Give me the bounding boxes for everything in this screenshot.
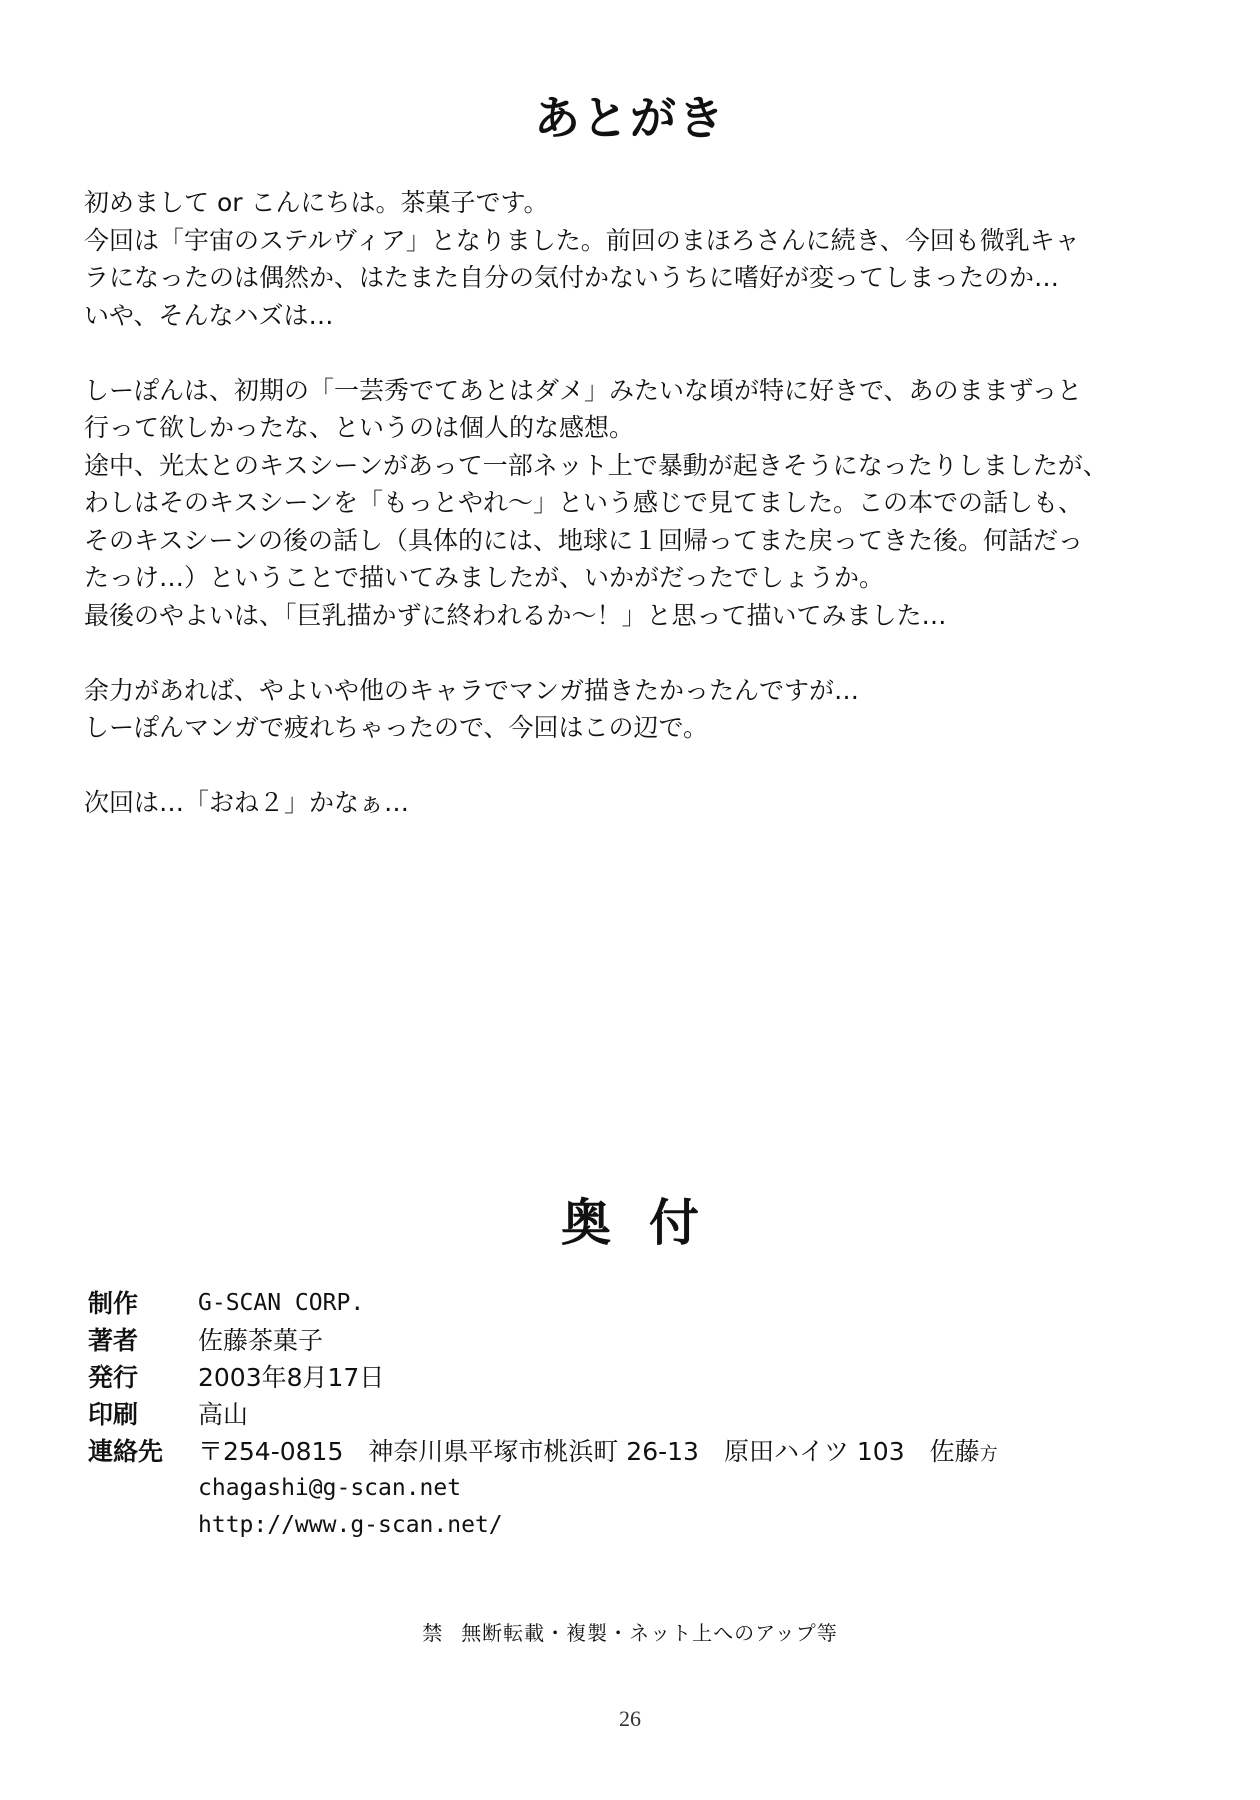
afterword-line: 余力があれば、やよいや他のキャラでマンガ描きたかったんですが… <box>84 675 860 705</box>
paragraph-gap <box>84 747 1194 785</box>
colophon-row-contact <box>88 1433 998 1470</box>
colophon-row-url <box>88 1507 998 1544</box>
author-value: 佐藤茶菓子 <box>198 1326 324 1355</box>
afterword-line: わしはそのキスシーンを「もっとやれ～」という感じで見てました。この本での話しも、 <box>84 488 1084 517</box>
published-label: 発行 <box>88 1363 139 1392</box>
colophon-title: 奥付 <box>561 1194 737 1252</box>
page-number: 26 <box>619 1706 641 1731</box>
afterword-line: しーぽんは、初期の「一芸秀でてあとはダメ」みたいな頃が特に好きで、あのままずっと <box>84 375 1083 405</box>
afterword-line: 途中、光太とのキスシーンがあって一部ネット上で暴動が起きそうになったりしましたが、 <box>84 450 1108 480</box>
production-value: G-SCAN CORP. <box>198 1290 365 1316</box>
afterword-line: 今回は「宇宙のステルヴィア」となりました。前回のまほろさんに続き、今回も微乳キャ <box>84 225 1080 255</box>
author-label: 著者 <box>88 1326 139 1355</box>
afterword-line: たっけ…）ということで描いてみましたが、いかがだったでしょうか。 <box>84 563 885 592</box>
afterword-line: 最後のやよいは、「巨乳描かずに終われるか～！」と思って描いてみました… <box>84 600 947 630</box>
afterword-line: 次回は…「おね２」かなぁ… <box>84 788 410 817</box>
afterword-line: 初めまして or こんにちは。茶菓子です。 <box>84 188 549 217</box>
colophon-row-author <box>88 1322 998 1359</box>
paragraph-gap <box>84 334 1194 372</box>
afterword-line: いや、そんなハズは… <box>84 300 334 330</box>
published-value: 2003年8月17日 <box>198 1363 385 1392</box>
contact-label: 連絡先 <box>88 1437 164 1466</box>
prohibited-mark: 禁 <box>422 1621 444 1645</box>
notice-text: 無断転載・複製・ネット上へのアップ等 <box>461 1621 838 1645</box>
afterword-line: ラになったのは偶然か、はたまた自分の気付かないうちに嗜好が変ってしまったのか… <box>84 263 1060 292</box>
colophon-row-email <box>88 1470 998 1507</box>
contact-url: http://www.g-scan.net/ <box>198 1512 503 1538</box>
contact-email: chagashi@g-scan.net <box>198 1475 462 1501</box>
colophon-row-production <box>88 1285 998 1322</box>
afterword-line: しーぽんマンガで疲れちゃったので、今回はこの辺で。 <box>84 713 709 742</box>
contact-address-text: 〒254-0815 神奈川県平塚市桃浜町 26-13 原田ハイツ 103 佐藤 <box>198 1437 980 1466</box>
printing-label: 印刷 <box>88 1400 139 1429</box>
colophon-row-printing <box>88 1396 998 1433</box>
contact-address-suffix: 方 <box>979 1444 998 1465</box>
production-label: 制作 <box>88 1289 139 1318</box>
afterword-body <box>84 184 1194 822</box>
colophon-row-published <box>88 1359 998 1396</box>
afterword-title: あとがき <box>534 91 726 145</box>
printing-value: 高山 <box>198 1400 249 1429</box>
afterword-line: そのキスシーンの後の話し（具体的には、地球に１回帰ってまた戻ってきた後。何話だっ <box>84 525 1084 555</box>
colophon-table <box>88 1285 998 1544</box>
contact-address <box>198 1433 998 1470</box>
paragraph-gap <box>84 634 1194 672</box>
afterword-line: 行って欲しかったな、というのは個人的な感想。 <box>84 413 635 442</box>
copyright-notice <box>0 1617 1260 1646</box>
